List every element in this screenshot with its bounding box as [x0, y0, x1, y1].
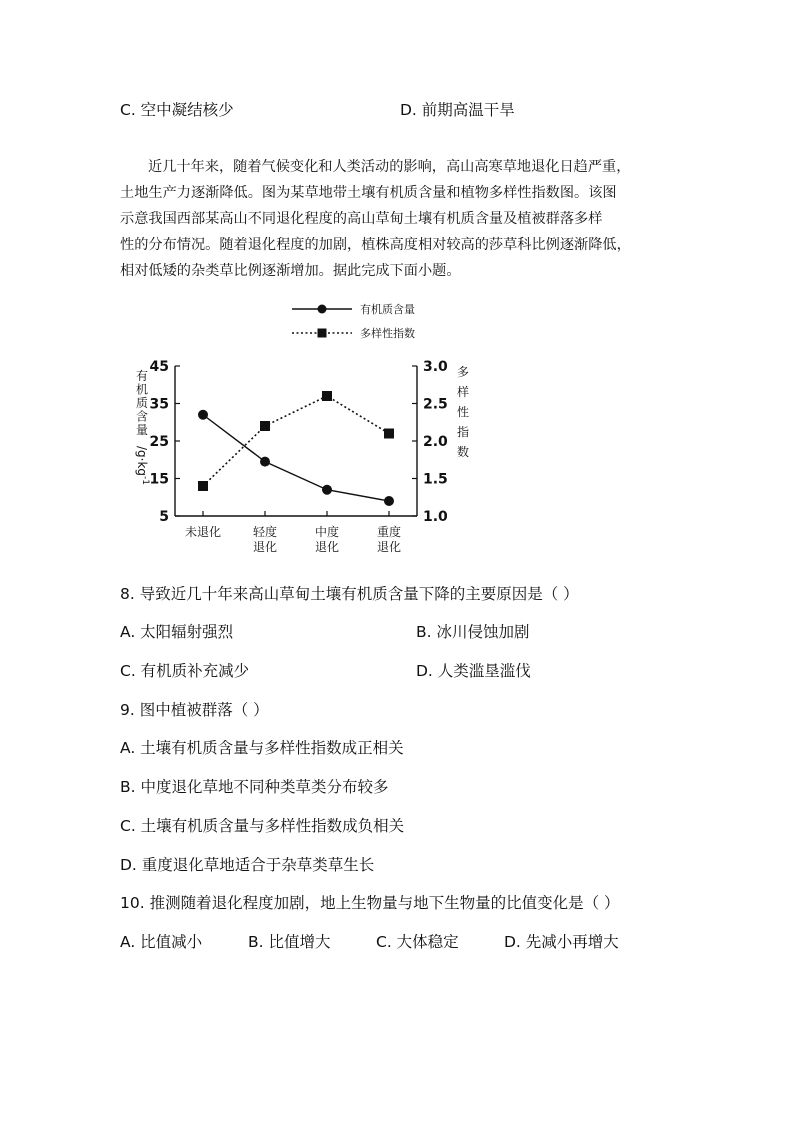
- right-axis-label-char: 指: [456, 425, 470, 439]
- right-axis-label-char: 性: [456, 405, 470, 419]
- x-tick-label: 退化: [376, 540, 402, 554]
- legend-circle-marker: [318, 305, 327, 314]
- left-axis-unit-text: /g·kg: [135, 446, 149, 477]
- q10-stem: 10. 推测随着退化程度加剧，地上生物量与地下生物量的比值变化是（ ）: [120, 894, 620, 912]
- x-tick-label: 未退化: [184, 525, 222, 539]
- left-axis-unit-sup: -1: [140, 476, 150, 486]
- x-ticks: [185, 511, 401, 554]
- q8-stem: 8. 导致近几十年来高山草甸土壤有机质含量下降的主要原因是（ ）: [120, 585, 579, 603]
- q10-option-c[interactable]: C. 大体稳定: [376, 933, 459, 951]
- q10-option-d[interactable]: D. 先减小再增大: [504, 933, 619, 951]
- organic-point: [322, 485, 332, 495]
- passage-line: 近几十年来，随着气候变化和人类活动的影响，高山高寒草地退化日趋严重，: [148, 159, 631, 175]
- q10-option-b[interactable]: B. 比值增大: [248, 933, 331, 951]
- organic-matter-diversity-chart: [120, 288, 480, 558]
- diversity-point: [322, 391, 332, 401]
- right-tick-label: 2.5: [423, 396, 448, 413]
- x-tick-label: 退化: [252, 540, 278, 554]
- left-axis-label-char: 量: [135, 423, 149, 437]
- right-tick-label: 2.0: [423, 434, 448, 450]
- q8-option-a[interactable]: A. 太阳辐射强烈: [120, 623, 234, 641]
- passage-line: 示意我国西部某高山不同退化程度的高山草甸土壤有机质含量及植被群落多样: [120, 211, 603, 227]
- left-tick-label: 15: [149, 471, 169, 488]
- diversity-point: [198, 481, 208, 491]
- q8-option-d[interactable]: D. 人类滥垦滥伐: [416, 662, 531, 680]
- passage-line: 土地生产力逐渐降低。图为某草地带土壤有机质含量和植物多样性指数图。该图: [120, 185, 617, 201]
- left-axis-label: [136, 369, 148, 437]
- left-axis-label-char: 质: [135, 396, 149, 410]
- x-tick-label: 退化: [314, 540, 340, 554]
- right-tick-label: 1.5: [423, 471, 448, 488]
- x-tick-label: 重度: [376, 525, 402, 539]
- q9-option-a[interactable]: A. 土壤有机质含量与多样性指数成正相关: [120, 739, 404, 757]
- left-axis-label-char: 有: [135, 369, 149, 383]
- organic-point: [198, 410, 208, 420]
- right-axis-label: [457, 365, 469, 459]
- legend-label-diversity: 多样性指数: [360, 327, 415, 340]
- left-tick-label: 45: [149, 359, 169, 375]
- x-tick-label: 中度: [314, 525, 340, 539]
- series-organic-matter: [198, 410, 394, 506]
- reading-passage: [120, 154, 680, 284]
- left-axis-unit: [135, 446, 150, 485]
- diversity-point: [384, 429, 394, 439]
- x-tick-label: 轻度: [252, 525, 278, 539]
- right-axis-label-char: 数: [456, 445, 470, 459]
- right-tick-label: 3.0: [423, 359, 448, 375]
- diversity-series-line: [203, 396, 389, 486]
- right-axis-label-char: 多: [456, 365, 470, 379]
- passage-line: 性的分布情况。随着退化程度的加剧，植株高度相对较高的莎草科比例逐渐降低，: [120, 237, 631, 253]
- right-axis-label-char: 样: [456, 385, 470, 399]
- q9-option-d[interactable]: D. 重度退化草地适合于杂草类草生长: [120, 856, 375, 874]
- right-tick-label: 1.0: [423, 509, 448, 525]
- organic-point: [260, 457, 270, 467]
- prev-option-c: C. 空中凝结核少: [120, 101, 234, 119]
- q8-option-c[interactable]: C. 有机质补充减少: [120, 662, 250, 680]
- left-tick-label: 25: [149, 434, 169, 450]
- q10-option-a[interactable]: A. 比值减小: [120, 933, 203, 951]
- organic-series-line: [203, 415, 389, 501]
- left-axis-label-char: 机: [135, 382, 149, 397]
- legend-square-marker: [318, 329, 327, 338]
- left-axis-label-char: 含: [135, 409, 149, 424]
- legend-label-organic: 有机质含量: [360, 303, 415, 316]
- prev-option-d: D. 前期高温干旱: [400, 101, 515, 119]
- q9-stem: 9. 图中植被群落（ ）: [120, 701, 269, 719]
- diversity-point: [260, 421, 270, 431]
- left-tick-label: 5: [159, 509, 169, 525]
- q9-option-b[interactable]: B. 中度退化草地不同种类草类分布较多: [120, 778, 389, 796]
- left-tick-label: 35: [149, 396, 169, 413]
- q9-option-c[interactable]: C. 土壤有机质含量与多样性指数成负相关: [120, 817, 405, 835]
- q8-option-b[interactable]: B. 冰川侵蚀加剧: [416, 623, 530, 641]
- organic-point: [384, 496, 394, 506]
- passage-line: 相对低矮的杂类草比例逐渐增加。据此完成下面小题。: [120, 263, 461, 279]
- legend: [292, 302, 415, 340]
